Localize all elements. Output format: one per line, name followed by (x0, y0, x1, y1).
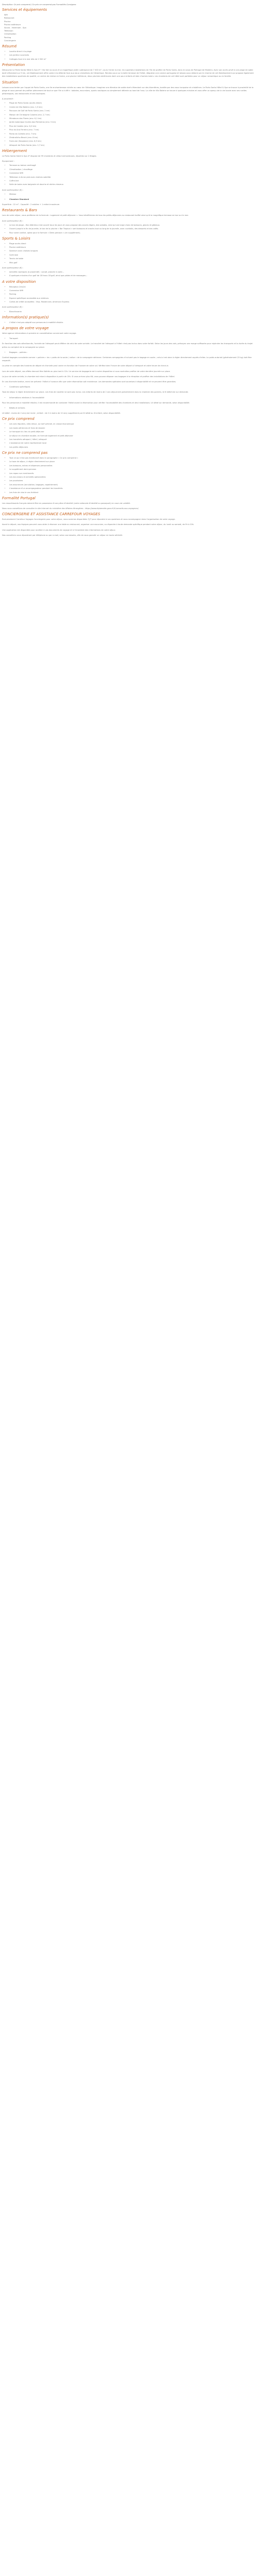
list-item: Wifi (4, 14, 8, 16)
conditions-label: • Conditions spécifiques (9, 385, 256, 388)
resume-title: Résumé (2, 44, 17, 49)
formalites-text-2: Nous vous conseillons de consulter le site internet du ministère des Affaires étrangères : https://www.diplomatie.gouv.fr/fr/conseils-aux-voyageurs/ (2, 507, 139, 510)
restaurants-intro: Lors de votre séjour, vous profiterez de la formule : Logement et petit-déjeuner ». Vous bénéficierez de tous les petits-déjeuners au restaurant buffet ainsi qu'à la magnifique terrasse en bar sur le mer. (2, 214, 189, 217)
list-item: • Le transport du lieu du petit-déjeuner (9, 430, 256, 433)
list-item: • L'assistance de notre représentant local (9, 442, 256, 445)
list-item: Conciergerie (4, 39, 16, 42)
list-item: • Jardin botanique Quinta das Palmeiras (env. 5 km) (9, 121, 256, 124)
sports-participation-label: Avec participation (€) : (2, 266, 24, 269)
list-item: • Connexion Wifi (9, 289, 256, 292)
bagages-label-list (2, 351, 256, 354)
list-item: • Climatisation / chauffage (9, 168, 256, 171)
list-item: • Pour votre confort, optez pour la formule « Demi-pension » (en supplément). (9, 231, 256, 234)
list-item: • Les boissons, extras et dépenses personnelles (9, 464, 256, 467)
list-item: • Les petits déjeuners (9, 446, 256, 449)
intro-line: Description: Ce prix comprend / Ce prix ne comprend pas Formalités Consignes (2, 4, 76, 6)
list-item: • Coffre-fort (9, 179, 256, 182)
restaurants-list (2, 224, 256, 234)
avec-participation-list (2, 193, 256, 196)
list-item: • Pico do Ana Ferreira (env. 7 km) (9, 128, 256, 131)
proximite-title: A proximité : (2, 98, 14, 100)
situation-title: Situation (2, 80, 19, 84)
hotel-description-page (0, 0, 258, 537)
ce-prix-comprend-list (2, 422, 256, 449)
list-item: • Les taxes aériennes et frais de dossier (9, 427, 256, 430)
list-item: • Cartes de crédit acceptées : Visa, Mastercard, American Express (9, 300, 256, 303)
chambre-superficie: Superficie : 22 m² - Capacité : 2 adultes + 1 enfant maximum (2, 204, 60, 206)
list-item: Restaurant (4, 17, 14, 20)
apropos-title: A propos de votre voyage (2, 326, 49, 331)
list-item: • Les jardins luxuriants (9, 54, 256, 57)
list-item: • Les assurances (annulation, bagages, rapatriement) (9, 483, 256, 486)
bagages-label: • Bagages – policies : (9, 351, 256, 354)
hebergement-text: Le Porto Santo Hotel & Spa 4* dispose de 99 chambres et villas harmonieuses, réparties sur 2 étages. (2, 155, 97, 157)
instructions-text: En cas d'arrivée tardive, merci de prévenir l'hôtel à l'avance afin que votre réservation soit maintenue. Les demandes spéciales sont soumises à disponibilité et ne peuvent être garanties. (2, 381, 176, 383)
presentation-text: Découvrez Le Porte Santa Hôtel & Spa 4* ! Via fait na cours d'un magnifique jardin subtropical de 7 000 m², cours l'entre la mer, les superbes installations de l'île de profiter de Porto Santo, dans le corps de Portugal de Madeira. Avec son accès privé à une plage de sable doré s'étendant sur 9 km, cet établissement offre cadre à la détente face aux eaux cristallines de l'Atlantique. Rendez-vous sur la belle terrasse de l'hôtel, dégustez une cuisine portugaise et laissez-vous séduire par le charme de cet établissement qui propose également des installations sportives de qualité, un centre de remise en forme, une piscine intérieure, deux piscines extérieures dont une pour enfants et bien d'autres loisirs. Les chambres de cet hôtel sont parfaites pour un séjour romantique ou en famille. (2, 69, 254, 78)
list-item: • Activités nautiques (à proximité) : canoë, planche à voile... (9, 270, 256, 274)
ce-prix-ne-comprend-pas-title: Ce prix ne comprend pas (2, 451, 48, 455)
list-item: • À quelques minutes d'un golf de 18 trous 18 golf, ainsi que pistes et de massages... (9, 274, 256, 277)
list-item: • Aéroport de Porto Santo (env. 2,7 km) (9, 144, 256, 147)
disposition-list (2, 285, 256, 304)
avec-participation-label: Avec participation (€) : (2, 189, 24, 191)
list-item: • Les repas non mentionnés (9, 472, 256, 475)
infos-list (2, 321, 256, 324)
bebes-text: Lit bébé : moins de 2 ans) est inclut ; enfant : de 2 à moins de 12 ans) supplément par lit bébé ou lit enfant, selon disponibilité. (2, 412, 121, 415)
retour-text: Lors de votre départ, vos effets devront être libérés au plus tard à 12h. Un service de bagagerie est à votre disposition si vous souhaitez profiter de votre dernière journée sur place. (2, 370, 171, 372)
restaurants-title: Restaurants & Bars (2, 208, 37, 213)
list-item: • Ponta da Calheta (env. 7 km) (9, 132, 256, 135)
list-item: • Zimbralinho Beach (env. 8 km) (9, 136, 256, 139)
disposition-title: A votre disposition (2, 279, 36, 284)
list-item: • Parcours de Golf de Porto Santo (env. 2 km) (9, 109, 256, 112)
list-item: • Solarium avec chaises longues (9, 249, 256, 252)
conditions-label-list (2, 385, 256, 388)
conciergerie-text: Nos conseillers vous répondront par téléphone ou par e-mail, selon vos besoins, afin de vous garantir un séjour en toute sérénité. (2, 534, 123, 536)
list-item: • Piscine extérieure (9, 246, 256, 249)
equipement-label: Équipement : (2, 160, 15, 163)
hebergement-title: Hébergement (2, 148, 27, 153)
equipement-list (2, 164, 256, 186)
list-item: • Télévision à écran plat avec chaînes satellite (9, 176, 256, 179)
ce-prix-ne-comprend-pas-list (2, 456, 256, 494)
conditions-text: Taxe de séjour à régler directement sur place. Les frais de navette ne sont pas inclus. Les enfants de moins de 2 ans séjournent gratuitement dans la chambre des parents, le lit bébé est sur demande. (2, 391, 189, 394)
list-item: • Parking (9, 293, 256, 296)
list-item: Télévision (4, 30, 13, 32)
list-item: Piscine (4, 20, 11, 23)
accessibilite-label-list (2, 396, 256, 399)
situation-text: Laissez-vous tenter par l'appel de Porto Santo, une île enchanteresse nichée au cœur de l'Atlantique. Imaginez une étendue de sable doré s'étendant sur des kilomètres, bordée par des eaux turquoise et cristallines. Le Porto Santo Hôtel & Spa se trouve à proximité de la plage et vous permet de profiter pleinement de tout ce que l'île a à offrir : balades, excursions, sports nautiques ou simplement détente au bord de l'eau. La ville de Vila Baleira se trouve à quelques minutes et vous offre un aperçu de la vie locale avec ses ruelles pittoresques, ses restaurants et ses boutiques. (2, 86, 254, 95)
list-item: • Miradouro das Flores (env. 6,1 km) (9, 117, 256, 120)
sports-participation-list (2, 270, 256, 278)
list-item: • Salle de bains avec baignoire et douche et sèche-cheveux (9, 183, 256, 186)
list-item: • Maison de Christophe Colomb (env. 2,7 km) (9, 113, 256, 116)
list-item: Parking (4, 36, 11, 39)
transport-label-list (2, 337, 256, 340)
disposition-participation-label: Avec participation (€) : (2, 306, 24, 309)
apropos-intro: Votre agence informations à prendre en considération concernant votre voyage. (2, 332, 77, 335)
list-item: • Minibar (9, 193, 256, 196)
conciergerie-text: Une application est disponible pour accéder à vos documents de voyage et à l'ensemble des informations de votre séjour. (2, 529, 116, 531)
chambre-list (2, 198, 256, 201)
list-item: • Locatio direct à la plage (9, 50, 256, 53)
list-item: • Le séjour en chambre double, en formule logement et petit-déjeuner (9, 434, 256, 437)
sports-list (2, 242, 256, 264)
accessibilite-label: • Informations relatives à l'accessibilité (9, 396, 256, 399)
arrivee-hotel-text: Le jour de votre arrivée, la chambre est mise à disposition à partir de 15h. Si vous arrivez plus tôt, vous pouvez déposer vos bagages à la réception et profiter des installations de l'hôtel. (2, 375, 175, 378)
bebes-label-list (2, 406, 256, 410)
list-item: • La taxe de séjour, à régler directement sur place (9, 460, 256, 463)
list-item: • Cottages face à la mer dès de 2 500 m² (9, 58, 256, 61)
proximite-list (2, 101, 256, 147)
list-item: • Les excursions et activités optionnelles (9, 476, 256, 479)
list-item: • Pico de Castelo (env. 6,3 km) (9, 125, 256, 128)
list-item: • Les transferts aéroport / hôtel / aéroport (9, 438, 256, 441)
arrivee-text: La prise en compte des horaires de départ et d'arrivée peut varier en fonction de l'horaire de votre vol. Vérifiez bien l'heure de votre départ à l'aéroport et votre heure de check-in. (2, 365, 169, 367)
services-title: Services et équipements (2, 8, 47, 12)
bebes-label: • Bébés et enfants (9, 406, 256, 410)
ce-prix-comprend-title: Ce prix comprend (2, 417, 35, 421)
bagages-text: Contrat bagages cumulable comme « policies » les « poids de la soute / valise » de la compagnie aérienne. Certaines compagnies n'incluent pas le bagage en soute ; celui-ci est alors à régler directement auprès d'elles. Le poids autorisé (généralement 23 kg) doit être respecté. (2, 357, 252, 362)
list-item: • Tout ce qui n'est pas mentionné dans le paragraphe « Ce prix comprend » (9, 456, 256, 460)
list-item: • Espace spécifique accessible aux visiteurs (9, 297, 256, 300)
list-item: • Blanchisserie (9, 310, 256, 313)
transport-text: En fonction des vols sélectionnés, l'arrivée de l'aéroport peut différer de celui de votre arrivée. Le transfert de l'aéroport à l'hôtel n'est pas inclus dans votre forfait. Selon les jours des vols, prévoyez une marge suffisante pour rejoindre les transports et la durée du trajet prévu au comptoir de la compagnie sur place. (2, 343, 253, 348)
conciergerie-title: CONCIERGERIE ET ASSISTANCE CARREFOUR VOYAGES (2, 512, 101, 517)
list-item: • Plage accès direct (9, 242, 256, 245)
list-item: • Terrasse ou balcon aménagé (9, 164, 256, 167)
list-item: • Plage de Porto Santo (accès direct) (9, 101, 256, 105)
list-item: • Gymnase (9, 253, 256, 257)
list-item: • Le bar de plage – Bar Atlântico s'est ouvert tous les jours et vous propose des snacks légers, des salades, ainsi qu'une large choix de boissons, glaces et gâteaux. (9, 224, 256, 227)
conciergerie-text: Exclusivement Carrefour Voyages Conciergerie pour votre séjour, nous sommes disponibles 7j/7 pour répondre à vos questions et vous accompagner dans l'organisation de votre voyage. (2, 518, 175, 521)
list-item: • Mini-golf (9, 261, 256, 264)
list-item: Sauna - Hammam - Spa (4, 27, 26, 29)
list-item: • Les frais de visa le cas échéant (9, 491, 256, 494)
transport-label: • Transport (9, 337, 256, 340)
sports-title: Sports & Loisirs (2, 236, 30, 241)
formalites-title: Formalité Portugal (2, 496, 36, 500)
list-item: Climatisation (4, 33, 17, 36)
presentation-title: Présentation (2, 63, 25, 67)
chambre-standard-title: • Chambre Standard (9, 198, 256, 201)
list-item: • Le supplément demi-pension (9, 468, 256, 471)
disposition-participation-list (2, 310, 256, 313)
list-item: Piscine extérieure (4, 23, 21, 26)
formalites-text: Les ressortissants français doivent être en possession d'une pièce d'identité (carte nationale d'identité ou passeport) en cours de validité. (2, 502, 131, 504)
list-item: • Réception 24h/24 (9, 285, 256, 289)
list-item: • Ouvert jusqu'à la fin de journée, le bar de la piscine « Bar Tropical » sert boissons et snacks tout au long de la journée, avec cocktails, des desserts et des cafés. (9, 227, 256, 230)
list-item: • L'hôtel n'est pas adapté aux personnes à mobilité réduite. (9, 321, 256, 324)
list-item: • Funicular (Seaplane) (env. 8,5 km) (9, 140, 256, 143)
conciergerie-text: Avant le départ, nos équipes peuvent vous aider à réserver une table au restaurant, organiser une excursion, ou répondre à toute demande spécifique pendant votre séjour, du lundi au samedi, de 9h à 20h. (2, 523, 195, 526)
restaurants-participation-label: Avec participation (€) : (2, 219, 24, 222)
list-item: • Tennis de table (9, 257, 256, 260)
list-item: • Connexion Wifi (9, 172, 256, 175)
resume-list (2, 50, 256, 61)
infos-title: Information(s) pratique(s) (2, 315, 49, 319)
services-list (2, 13, 256, 42)
list-item: • Les vols réguliers, aller-retour, au tarif précisé, en classe économique (9, 422, 256, 426)
list-item: • Centre de Vila Baleira (env. 1,5 km) (9, 106, 256, 109)
list-item: • L'assistance d'un accompagnateur pendant les transferts (9, 487, 256, 490)
list-item: • Les pourboires (9, 479, 256, 482)
accessibilite-text: Pour les personnes à mobilité réduite, il est recommandé de contacter l'hôtel avant la réservation pour vérifier l'accessibilité des chambres et des installations. Lit bébé sur demande, selon disponibilité. (2, 401, 190, 404)
